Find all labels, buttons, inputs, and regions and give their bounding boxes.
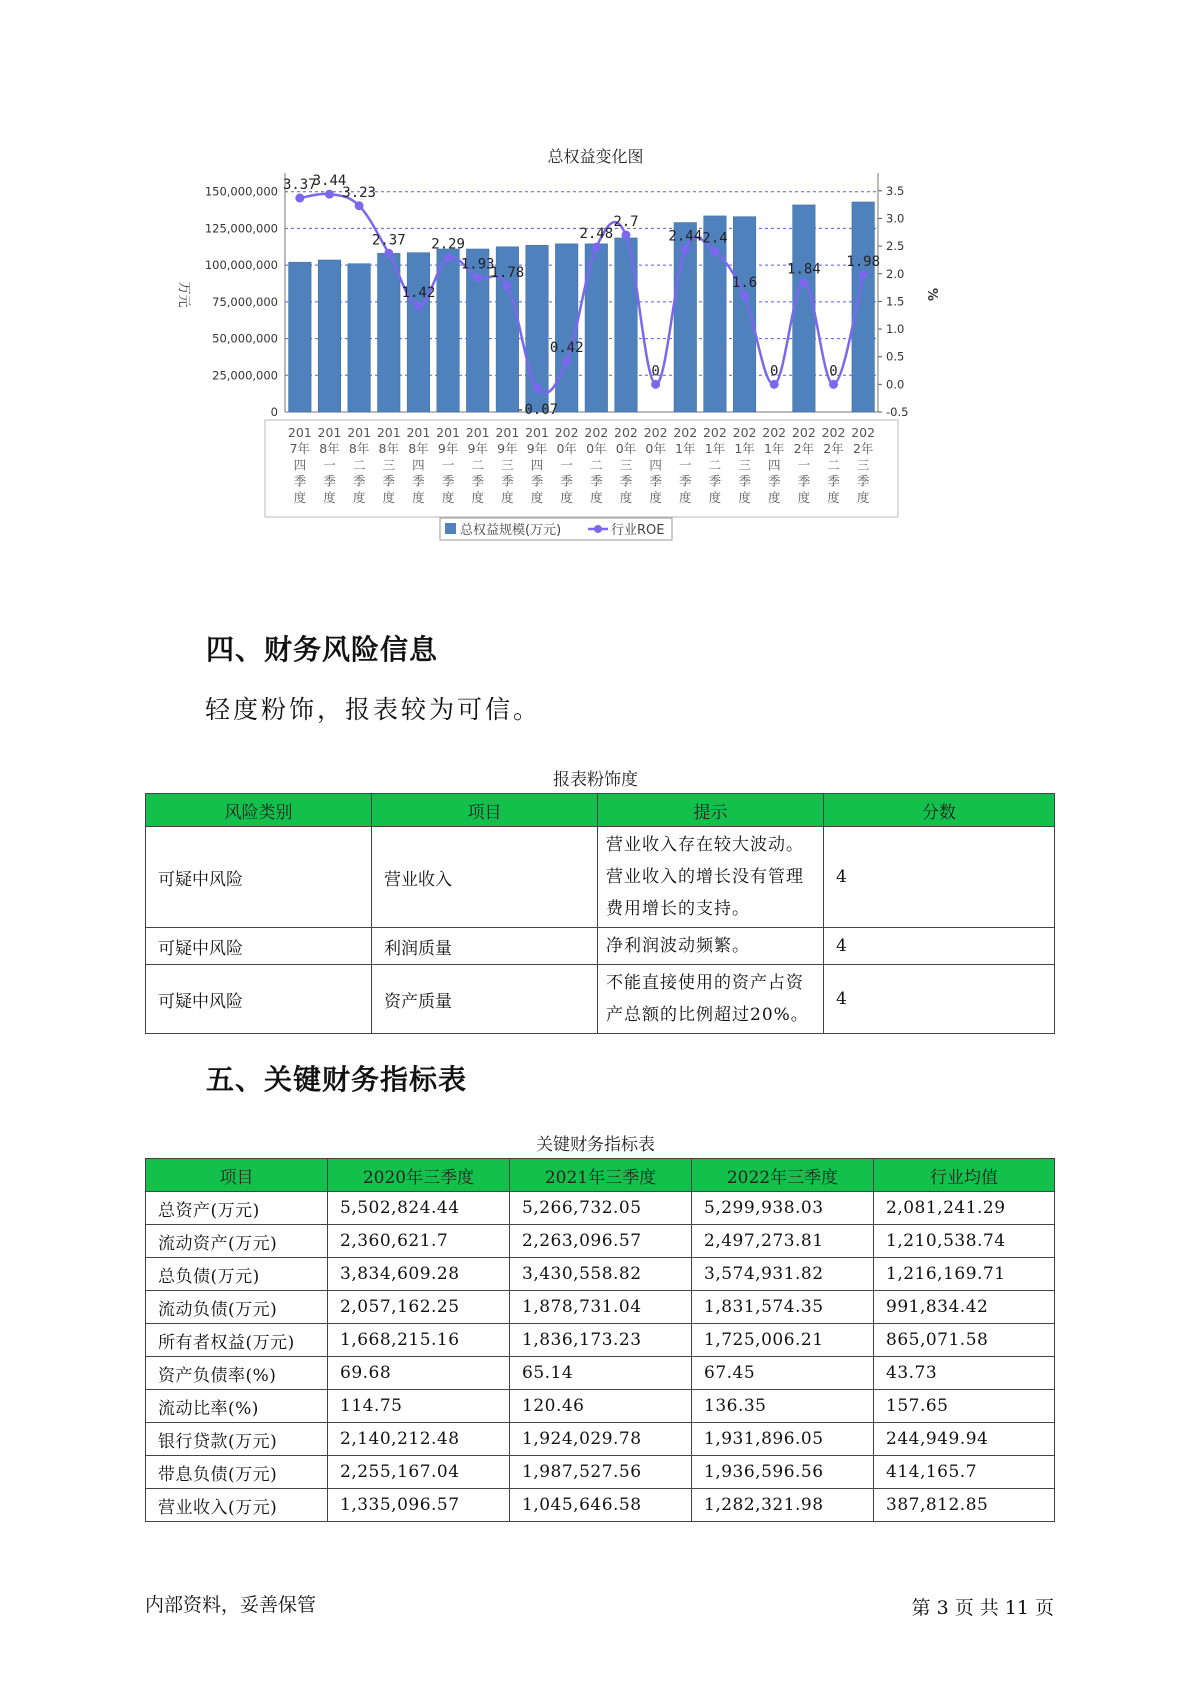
x-tick-label: 201 8年四季度 xyxy=(406,425,431,505)
risk-tip: 净利润波动频繁。 xyxy=(598,928,824,965)
roe-data-label: 1.98 xyxy=(846,253,881,270)
metric-value: 1,924,029.78 xyxy=(510,1423,692,1456)
x-tick-label: 202 0年四季度 xyxy=(643,425,668,505)
metric-value: 2,497,273.81 xyxy=(692,1225,874,1258)
metrics-table-header-row xyxy=(146,1159,1055,1192)
roe-point xyxy=(384,249,393,258)
metric-value: 1,210,538.74 xyxy=(874,1225,1055,1258)
roe-point xyxy=(621,231,630,240)
legend-bar-label: 总权益规模(万元) xyxy=(460,523,562,538)
metric-label: 流动资产(万元) xyxy=(146,1225,328,1258)
risk-table-caption: 报表粉饰度 xyxy=(553,770,638,790)
risk-header-item: 项目 xyxy=(372,794,598,827)
risk-tip: 营业收入存在较大波动。营业收入的增长没有管理费用增长的支持。 xyxy=(598,827,824,928)
metrics-table-caption: 关键财务指标表 xyxy=(536,1135,655,1155)
metrics-header: 2020年三季度 xyxy=(328,1159,510,1192)
metrics-header: 2021年三季度 xyxy=(510,1159,692,1192)
legend-line-label: 行业ROE xyxy=(611,523,665,538)
x-tick-label: 201 8年一季度 xyxy=(317,425,342,505)
metric-value: 244,949.94 xyxy=(874,1423,1055,1456)
roe-point xyxy=(562,357,571,366)
risk-item: 资产质量 xyxy=(372,965,598,1034)
roe-point xyxy=(681,245,690,254)
risk-item: 利润质量 xyxy=(372,928,598,965)
metric-value: 2,140,212.48 xyxy=(328,1423,510,1456)
metrics-header: 2022年三季度 xyxy=(692,1159,874,1192)
metrics-row xyxy=(146,1225,1055,1258)
roe-point xyxy=(799,278,808,287)
equity-bar xyxy=(348,264,371,412)
metric-label: 流动负债(万元) xyxy=(146,1291,328,1324)
legend-line-marker xyxy=(594,525,602,533)
metric-value: 3,574,931.82 xyxy=(692,1258,874,1291)
y2-tick-label: 3.5 xyxy=(886,183,905,198)
roe-point xyxy=(533,384,542,393)
metrics-row xyxy=(146,1192,1055,1225)
roe-data-label: 3.37 xyxy=(282,177,317,194)
y2-tick-label: 1.5 xyxy=(886,294,905,309)
x-tick-label: 201 8年二季度 xyxy=(347,425,372,505)
metric-value: 136.35 xyxy=(692,1390,874,1423)
x-tick-label: 202 1年一季度 xyxy=(673,425,698,505)
metrics-row xyxy=(146,1291,1055,1324)
metric-value: 2,360,621.7 xyxy=(328,1225,510,1258)
y2-axis-title: % xyxy=(924,287,939,302)
risk-row xyxy=(146,965,1055,1034)
roe-point xyxy=(355,201,364,210)
metric-value: 1,831,574.35 xyxy=(692,1291,874,1324)
risk-table xyxy=(145,793,1055,1034)
risk-score: 4 xyxy=(824,928,1055,965)
risk-category: 可疑中风险 xyxy=(146,928,372,965)
roe-data-label: 2.7 xyxy=(613,214,639,231)
y2-tick-label: 0.0 xyxy=(886,377,905,392)
metric-value: 3,834,609.28 xyxy=(328,1258,510,1291)
metric-value: 69.68 xyxy=(328,1357,510,1390)
metric-value: 67.45 xyxy=(692,1357,874,1390)
risk-item: 营业收入 xyxy=(372,827,598,928)
metric-value: 120.46 xyxy=(510,1390,692,1423)
x-tick-label: 202 0年一季度 xyxy=(554,425,579,505)
x-tick-label: 201 8年三季度 xyxy=(376,425,401,505)
metric-value: 65.14 xyxy=(510,1357,692,1390)
metric-value: 2,081,241.29 xyxy=(874,1192,1055,1225)
metric-label: 资产负债率(%) xyxy=(146,1357,328,1390)
x-tick-label: 201 9年二季度 xyxy=(465,425,490,505)
metric-value: 1,987,527.56 xyxy=(510,1456,692,1489)
metric-value: 1,335,096.57 xyxy=(328,1489,510,1522)
y2-tick-label: 2.5 xyxy=(886,239,905,254)
y-tick-label: 50,000,000 xyxy=(212,331,278,346)
roe-data-label: 1.42 xyxy=(401,284,436,301)
risk-table-header-row xyxy=(146,794,1055,827)
y2-tick-label: 2.0 xyxy=(886,266,905,281)
roe-point xyxy=(325,190,334,199)
metric-value: 157.65 xyxy=(874,1390,1055,1423)
metric-value: 5,266,732.05 xyxy=(510,1192,692,1225)
roe-data-label: 0.42 xyxy=(549,340,584,357)
metric-value: 2,255,167.04 xyxy=(328,1456,510,1489)
metric-value: 1,931,896.05 xyxy=(692,1423,874,1456)
metrics-row xyxy=(146,1456,1055,1489)
metric-label: 总负债(万元) xyxy=(146,1258,328,1291)
roe-point xyxy=(829,380,838,389)
risk-tip: 不能直接使用的资产占资产总额的比例超过20%。 xyxy=(598,965,824,1034)
x-tick-label: 202 0年三季度 xyxy=(614,425,638,505)
roe-point xyxy=(473,273,482,282)
roe-data-label: 1.6 xyxy=(731,274,758,291)
footer-confidential-note: 内部资料，妥善保管 xyxy=(145,1594,317,1616)
equity-bar xyxy=(378,253,401,412)
roe-point xyxy=(295,194,304,203)
equity-change-chart xyxy=(150,165,1050,605)
y-tick-label: 75,000,000 xyxy=(212,294,278,309)
risk-row xyxy=(146,928,1055,965)
metric-value: 1,668,215.16 xyxy=(328,1324,510,1357)
metrics-section-heading: 五、关键财务指标表 xyxy=(206,1063,468,1096)
metric-value: 1,878,731.04 xyxy=(510,1291,692,1324)
roe-point xyxy=(740,291,749,300)
roe-data-label: 2.48 xyxy=(579,226,614,243)
metrics-row xyxy=(146,1423,1055,1456)
roe-point xyxy=(592,243,601,252)
roe-point xyxy=(710,247,719,256)
roe-data-label: -0.07 xyxy=(515,402,559,419)
roe-data-label: 3.23 xyxy=(342,184,376,201)
roe-data-label: 0 xyxy=(651,363,660,380)
risk-section-heading: 四、财务风险信息 xyxy=(206,633,439,666)
x-tick-label: 202 1年四季度 xyxy=(762,425,787,505)
roe-data-label: 3.44 xyxy=(312,173,347,190)
y-tick-label: 125,000,000 xyxy=(204,221,278,236)
roe-data-label: 0 xyxy=(770,363,779,380)
roe-data-label: 1.78 xyxy=(490,264,525,281)
x-tick-label: 202 2年三季度 xyxy=(851,425,876,505)
legend-bar-swatch xyxy=(445,523,456,534)
roe-point xyxy=(414,301,423,310)
risk-header-score: 分数 xyxy=(824,794,1055,827)
x-tick-label: 202 0年二季度 xyxy=(584,425,609,505)
metric-value: 1,936,596.56 xyxy=(692,1456,874,1489)
risk-category: 可疑中风险 xyxy=(146,827,372,928)
x-tick-label: 201 7年四季度 xyxy=(287,425,312,505)
roe-data-label: 1.93 xyxy=(460,256,495,273)
metric-value: 5,502,824.44 xyxy=(328,1192,510,1225)
equity-bar xyxy=(289,262,312,412)
roe-point xyxy=(770,380,779,389)
chart-title: 总权益变化图 xyxy=(547,147,644,166)
equity-bar xyxy=(437,249,460,412)
equity-bar xyxy=(793,205,816,412)
roe-point xyxy=(503,281,512,290)
y-axis-title: 万元 xyxy=(176,281,191,308)
metric-value: 1,725,006.21 xyxy=(692,1324,874,1357)
metric-value: 114.75 xyxy=(328,1390,510,1423)
metric-value: 991,834.42 xyxy=(874,1291,1055,1324)
metric-value: 2,057,162.25 xyxy=(328,1291,510,1324)
metric-value: 414,165.7 xyxy=(874,1456,1055,1489)
metrics-row xyxy=(146,1489,1055,1522)
y2-tick-label: -0.5 xyxy=(886,405,909,419)
x-tick-label: 202 2年一季度 xyxy=(791,425,816,505)
risk-summary-text: 轻度粉饰，报表较为可信。 xyxy=(205,695,542,724)
risk-row xyxy=(146,827,1055,928)
risk-score: 4 xyxy=(824,827,1055,928)
metric-label: 营业收入(万元) xyxy=(146,1489,328,1522)
metric-value: 5,299,938.03 xyxy=(692,1192,874,1225)
roe-point xyxy=(444,253,453,262)
y-tick-label: 0 xyxy=(270,405,278,419)
metrics-row xyxy=(146,1258,1055,1291)
metric-value: 387,812.85 xyxy=(874,1489,1055,1522)
metrics-row xyxy=(146,1357,1055,1390)
risk-category: 可疑中风险 xyxy=(146,965,372,1034)
metric-value: 43.73 xyxy=(874,1357,1055,1390)
metric-label: 所有者权益(万元) xyxy=(146,1324,328,1357)
metrics-row xyxy=(146,1390,1055,1423)
y2-tick-label: 3.0 xyxy=(886,211,905,226)
equity-bar xyxy=(318,260,341,412)
metric-label: 银行贷款(万元) xyxy=(146,1423,328,1456)
metric-value: 2,263,096.57 xyxy=(510,1225,692,1258)
metric-value: 1,216,169.71 xyxy=(874,1258,1055,1291)
equity-bar xyxy=(407,253,430,412)
risk-score: 4 xyxy=(824,965,1055,1034)
x-tick-label: 201 9年四季度 xyxy=(525,425,549,505)
x-tick-label: 201 9年三季度 xyxy=(495,425,520,505)
roe-data-label: 2.44 xyxy=(668,228,703,245)
y-tick-label: 25,000,000 xyxy=(212,368,278,383)
equity-bar xyxy=(733,217,756,412)
footer-page-number: 第 3 页 共 11 页 xyxy=(911,1597,1054,1619)
metric-label: 流动比率(%) xyxy=(146,1390,328,1423)
metrics-header: 项目 xyxy=(146,1159,328,1192)
metrics-row xyxy=(146,1324,1055,1357)
metric-value: 865,071.58 xyxy=(874,1324,1055,1357)
y-tick-label: 100,000,000 xyxy=(204,258,278,273)
x-tick-label: 202 1年三季度 xyxy=(732,425,757,505)
metric-value: 1,836,173.23 xyxy=(510,1324,692,1357)
roe-data-label: 2.29 xyxy=(431,236,465,253)
metrics-table xyxy=(145,1158,1055,1522)
roe-point xyxy=(859,270,868,279)
risk-header-category: 风险类别 xyxy=(146,794,372,827)
x-tick-label: 202 1年二季度 xyxy=(702,425,727,505)
y-tick-label: 150,000,000 xyxy=(204,184,278,199)
x-tick-label: 202 2年二季度 xyxy=(821,425,846,505)
metrics-header: 行业均值 xyxy=(874,1159,1055,1192)
roe-data-label: 2.37 xyxy=(371,232,406,249)
roe-data-label: 2.4 xyxy=(702,230,728,247)
metric-value: 1,045,646.58 xyxy=(510,1489,692,1522)
metric-value: 1,282,321.98 xyxy=(692,1489,874,1522)
metric-value: 3,430,558.82 xyxy=(510,1258,692,1291)
y2-tick-label: 1.0 xyxy=(886,322,905,337)
equity-bar xyxy=(555,244,578,412)
roe-point xyxy=(651,380,660,389)
metric-label: 总资产(万元) xyxy=(146,1192,328,1225)
roe-data-label: 0 xyxy=(829,363,838,380)
x-tick-label: 201 9年一季度 xyxy=(436,425,461,505)
metric-label: 带息负债(万元) xyxy=(146,1456,328,1489)
risk-header-tip: 提示 xyxy=(598,794,824,827)
roe-data-label: 1.84 xyxy=(787,261,821,278)
y2-tick-label: 0.5 xyxy=(886,349,905,364)
